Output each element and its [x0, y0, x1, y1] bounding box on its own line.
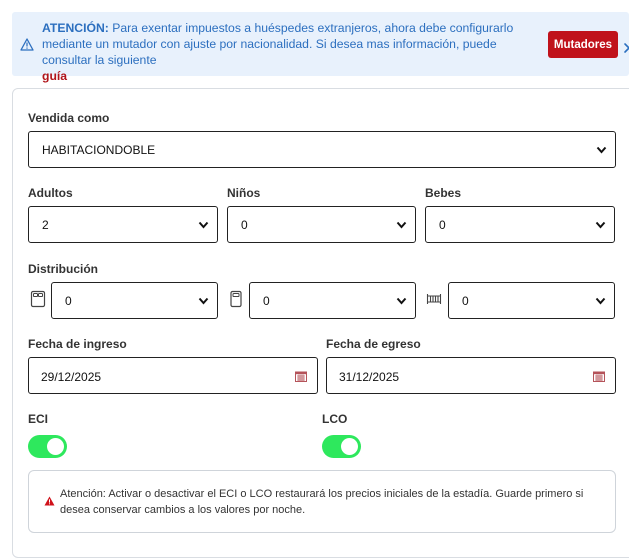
fecha-egreso-label: Fecha de egreso: [326, 337, 421, 351]
dist-crib-select[interactable]: [448, 282, 615, 319]
vendida-como-select[interactable]: [28, 131, 616, 168]
warning-triangle-icon: [44, 496, 55, 506]
chevron-down-icon: [595, 297, 606, 305]
eci-lco-warning: [28, 470, 616, 533]
bebes-label: Bebes: [425, 186, 462, 200]
lco-toggle-knob: [341, 438, 358, 455]
fecha-ingreso-value: 29/12/2025: [41, 370, 102, 384]
chevron-down-icon: [596, 146, 607, 154]
calendar-icon[interactable]: [295, 371, 307, 382]
single-bed-icon: [229, 290, 243, 308]
dist-single-select[interactable]: [249, 282, 416, 319]
nationality-tax-alert: [12, 12, 629, 83]
alert-title: ATENCIÓN:: [42, 21, 109, 35]
chevron-down-icon: [198, 297, 209, 305]
dist-double-select[interactable]: [51, 282, 218, 319]
chevron-down-icon: [198, 221, 209, 229]
fecha-egreso-input[interactable]: [326, 357, 616, 394]
bebes-select[interactable]: [425, 206, 615, 243]
ninos-value: 0: [241, 218, 248, 232]
adultos-value: 2: [42, 218, 49, 232]
warning-triangle-icon: [20, 38, 34, 51]
fecha-egreso-value: 31/12/2025: [339, 370, 400, 384]
double-bed-icon: [30, 290, 46, 308]
adultos-label: Adultos: [28, 186, 73, 200]
mutadores-button[interactable]: Mutadores: [548, 31, 618, 58]
distribucion-label: Distribución: [28, 262, 99, 276]
vendida-como-label: Vendida como: [28, 111, 110, 125]
bebes-value: 0: [439, 218, 446, 232]
lco-toggle[interactable]: [322, 435, 361, 458]
dist-double-value: 0: [65, 294, 72, 308]
dist-single-value: 0: [263, 294, 270, 308]
calendar-icon[interactable]: [593, 371, 605, 382]
chevron-down-icon: [595, 221, 606, 229]
chevron-down-icon: [396, 297, 407, 305]
ninos-label: Niños: [227, 186, 261, 200]
guide-link[interactable]: guía: [42, 69, 68, 83]
lco-label: LCO: [322, 412, 348, 426]
alert-message: [42, 20, 538, 84]
adultos-select[interactable]: [28, 206, 218, 243]
eci-toggle[interactable]: [28, 435, 67, 458]
alert-body: Para exentar impuestos a huéspedes extranjeros, ahora debe configurarlo mediante un mutador con ajuste por nacionalidad. Si desea mas información, puede consultar la siguiente: [42, 21, 514, 67]
warning-text: Atención: Activar o desactivar el ECI o LCO restaurará los precios iniciales de la estadía. Guarde primero si desea conservar cambios a los valores por noche.: [60, 488, 584, 516]
fecha-ingreso-input[interactable]: [28, 357, 318, 394]
crib-icon: [426, 292, 442, 306]
close-icon: [621, 40, 629, 56]
eci-label: ECI: [28, 412, 49, 426]
dist-crib-value: 0: [462, 294, 469, 308]
close-alert-button[interactable]: [621, 40, 629, 56]
ninos-select[interactable]: [227, 206, 416, 243]
eci-toggle-knob: [47, 438, 64, 455]
chevron-down-icon: [396, 221, 407, 229]
fecha-ingreso-label: Fecha de ingreso: [28, 337, 127, 351]
vendida-como-value: HABITACIONDOBLE: [42, 143, 156, 157]
